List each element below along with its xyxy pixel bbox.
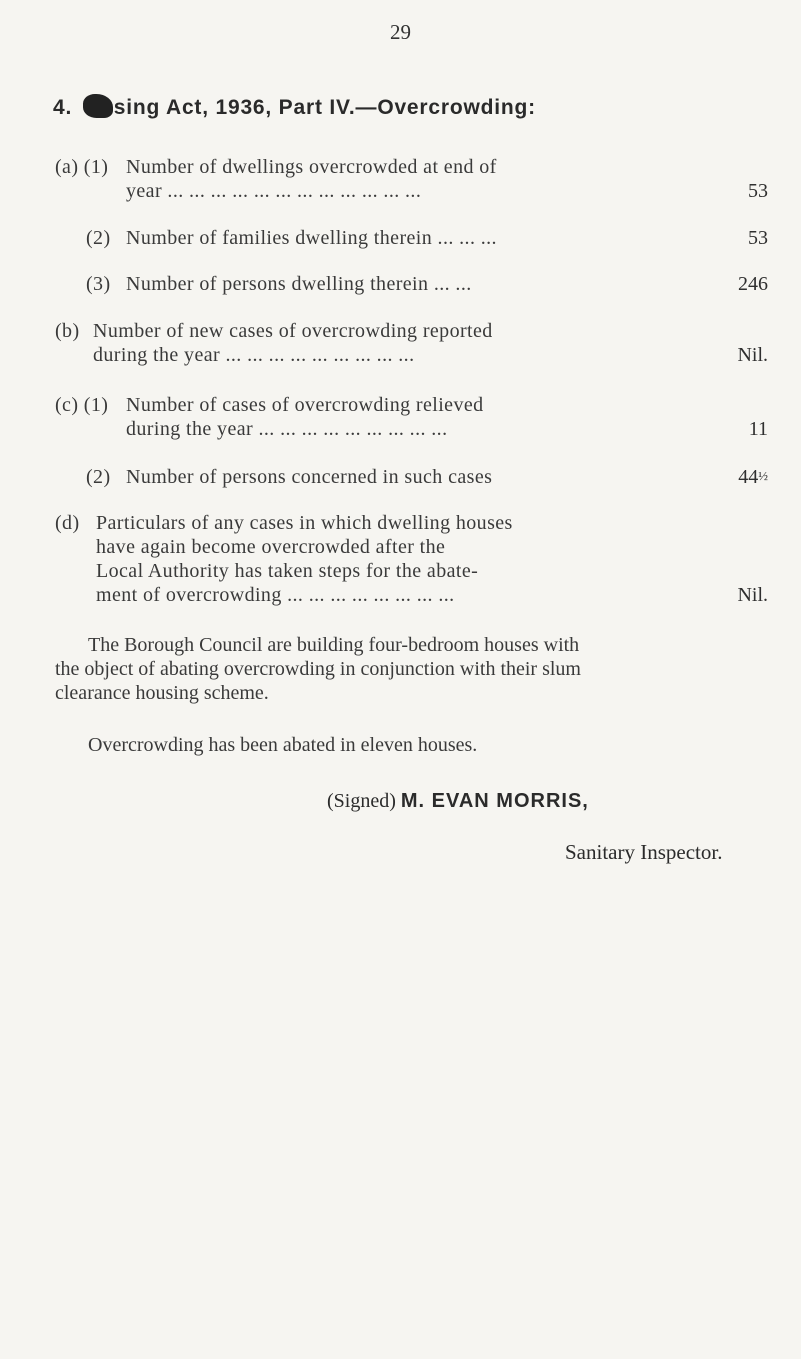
paragraph-1-line1: The Borough Council are building four-bedroom houses with bbox=[88, 634, 580, 656]
signatory-name: M. EVAN MORRIS, bbox=[400, 790, 589, 812]
item-d-line4: ment of overcrowding ... ... ... ... ... ... ... ... bbox=[96, 584, 455, 606]
item-a1-label: (a) (1) bbox=[55, 156, 109, 178]
item-d-line3: Local Authority has taken steps for the abate- bbox=[96, 560, 479, 582]
item-c1-line2: during the year ... ... ... ... ... ... ... ... ... bbox=[126, 418, 448, 440]
signatory-title: Sanitary Inspector. bbox=[565, 840, 723, 864]
signature-line bbox=[327, 790, 589, 813]
section-heading bbox=[53, 94, 536, 120]
page-number: 29 bbox=[390, 20, 411, 44]
ink-blot-mark bbox=[83, 94, 113, 118]
item-a2-label: (2) bbox=[86, 227, 111, 249]
item-d-label: (d) bbox=[55, 512, 80, 534]
item-c2-value-fraction: ½ bbox=[758, 468, 768, 483]
item-a1-value: 53 bbox=[748, 180, 768, 202]
signed-label: (Signed) bbox=[327, 790, 396, 812]
item-a3-value: 246 bbox=[738, 273, 768, 295]
paragraph-2: Overcrowding has been abated in eleven houses. bbox=[88, 734, 478, 756]
item-a2-value: 53 bbox=[748, 227, 768, 249]
item-c2-line1: Number of persons concerned in such cases bbox=[126, 466, 493, 488]
section-number: 4. bbox=[53, 96, 73, 119]
item-c1-label: (c) (1) bbox=[55, 394, 109, 416]
item-a2-line1: Number of families dwelling therein ... ... ... bbox=[126, 227, 497, 249]
item-d-value: Nil. bbox=[737, 584, 768, 606]
paragraph-1-line2: the object of abating overcrowding in conjunction with their slum bbox=[55, 658, 581, 680]
item-b-label: (b) bbox=[55, 320, 80, 342]
item-c2-value-number: 44 bbox=[738, 466, 759, 488]
item-d-line1: Particulars of any cases in which dwelling houses bbox=[96, 512, 513, 534]
item-a1-line2: year ... ... ... ... ... ... ... ... ... ... ... ... bbox=[126, 180, 422, 202]
item-c2-value bbox=[688, 466, 768, 489]
section-title: sing Act, 1936, Part IV.—Overcrowding: bbox=[113, 96, 536, 119]
paragraph-1-line3: clearance housing scheme. bbox=[55, 682, 269, 704]
item-b-value: Nil. bbox=[737, 344, 768, 366]
item-a3-line1: Number of persons dwelling therein ... ... bbox=[126, 273, 472, 295]
item-c2-label: (2) bbox=[86, 466, 111, 488]
item-a1-line1: Number of dwellings overcrowded at end of bbox=[126, 156, 497, 178]
item-c1-line1: Number of cases of overcrowding relieved bbox=[126, 394, 484, 416]
item-b-line1: Number of new cases of overcrowding reported bbox=[93, 320, 493, 342]
item-d-line2: have again become overcrowded after the bbox=[96, 536, 446, 558]
item-b-line2: during the year ... ... ... ... ... ... ... ... ... bbox=[93, 344, 415, 366]
item-c1-value: 11 bbox=[748, 418, 768, 440]
item-a3-label: (3) bbox=[86, 273, 111, 295]
